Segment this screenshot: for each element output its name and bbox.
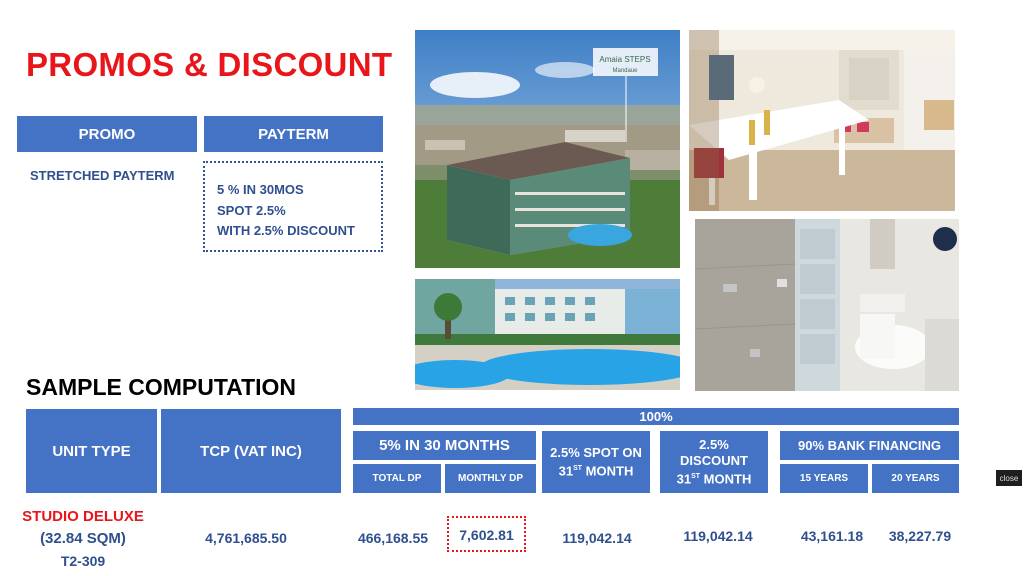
bathroom-photo bbox=[695, 219, 959, 391]
total-dp-header: TOTAL DP bbox=[353, 464, 441, 493]
dp-header: 5% IN 30 MONTHS bbox=[353, 431, 536, 460]
building-aerial-photo bbox=[415, 30, 680, 268]
payterm-line: SPOT 2.5% bbox=[217, 202, 286, 218]
promo-header: PROMO bbox=[17, 116, 197, 152]
twenty-years-value: 38,227.79 bbox=[888, 528, 952, 544]
unit-code: T2-309 bbox=[60, 553, 106, 569]
living-room-photo bbox=[689, 30, 955, 211]
fifteen-years-header: 15 YEARS bbox=[780, 464, 868, 493]
pool-photo bbox=[415, 279, 680, 390]
spot-header bbox=[542, 431, 650, 493]
monthly-dp-header: MONTHLY DP bbox=[445, 464, 536, 493]
discount-header bbox=[660, 431, 768, 493]
hundred-percent-header: 100% bbox=[353, 408, 959, 425]
payterm-header: PAYTERM bbox=[204, 116, 383, 152]
spot-header-line: 2.5% SPOT ON bbox=[550, 444, 642, 460]
twenty-years-header: 20 YEARS bbox=[872, 464, 959, 493]
discount-value: 119,042.14 bbox=[683, 528, 753, 544]
total-dp-value: 466,168.55 bbox=[357, 530, 429, 546]
payterm-box bbox=[203, 161, 383, 252]
sample-computation-title: SAMPLE COMPUTATION bbox=[26, 374, 297, 400]
tcp-header: TCP (VAT INC) bbox=[161, 409, 341, 493]
building-logo-sub: Mandaue bbox=[612, 68, 638, 74]
promo-value: STRETCHED PAYTERM bbox=[30, 168, 175, 183]
payterm-line: WITH 2.5% DISCOUNT bbox=[217, 223, 355, 238]
discount-header-line: 31ST MONTH bbox=[676, 471, 752, 487]
payterm-line: 5 % IN 30MOS bbox=[217, 182, 304, 197]
discount-header-line: 2.5% bbox=[699, 436, 729, 452]
unit-cell bbox=[18, 506, 148, 572]
tcp-value: 4,761,685.50 bbox=[205, 530, 287, 546]
unit-type-header: UNIT TYPE bbox=[26, 409, 157, 493]
discount-header-line: DISCOUNT bbox=[680, 452, 748, 468]
close-button[interactable]: close bbox=[996, 470, 1022, 486]
page-title: PROMOS & DISCOUNT bbox=[26, 46, 393, 83]
unit-size: (32.84 SQM) bbox=[40, 530, 126, 547]
spot-value: 119,042.14 bbox=[562, 530, 632, 546]
monthly-dp-value: 7,602.81 bbox=[459, 527, 514, 543]
building-logo-text: Amaia STEPS bbox=[599, 55, 651, 64]
bank-financing-header: 90% BANK FINANCING bbox=[780, 431, 959, 460]
spot-header-line: 31ST MONTH bbox=[558, 463, 634, 479]
fifteen-years-value: 43,161.18 bbox=[800, 528, 864, 544]
unit-name: STUDIO DELUXE bbox=[22, 508, 144, 525]
